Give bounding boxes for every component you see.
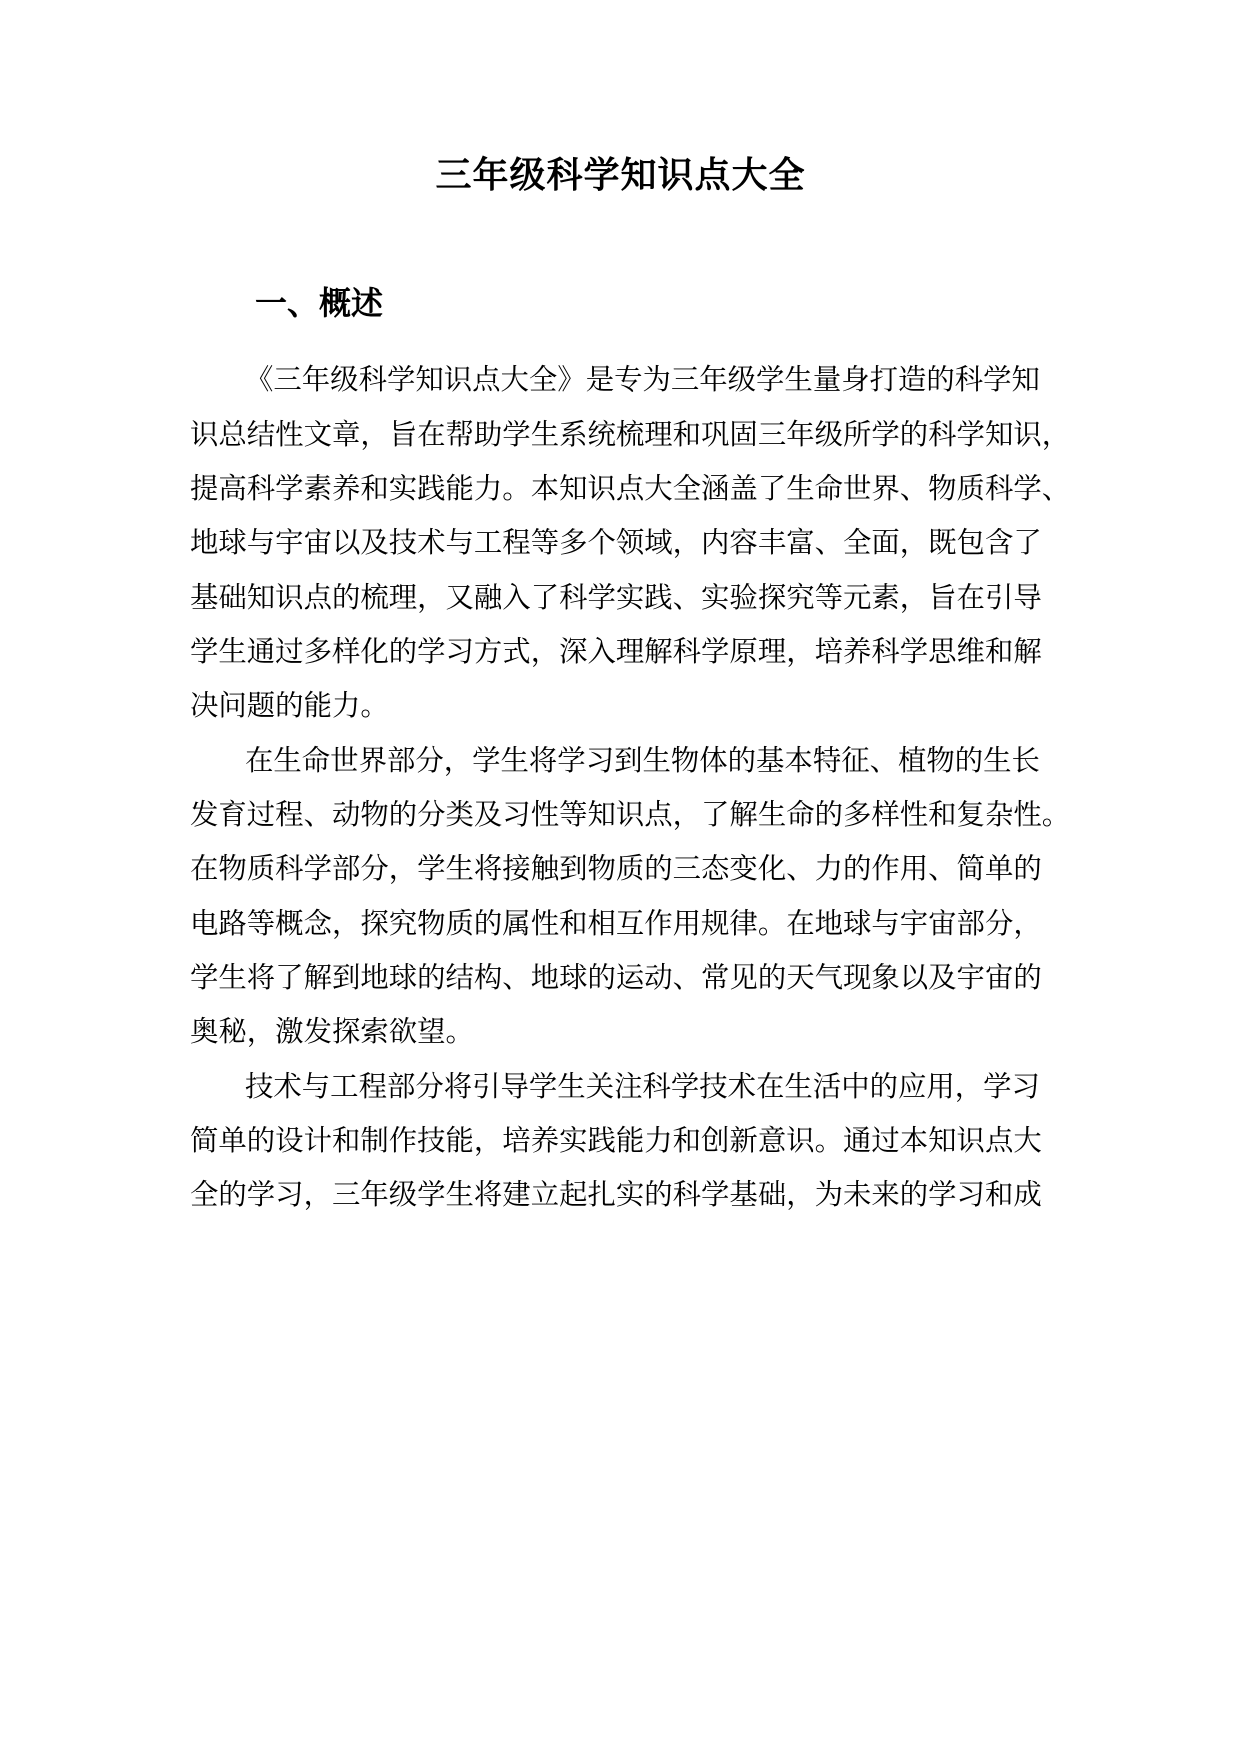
section-heading-overview: 一、概述 <box>255 284 384 322</box>
paragraph-3-line-1: 技术与工程部分将引导学生关注科学技术在生活中的应用，学习 <box>245 1070 1040 1103</box>
paragraph-1-line-2: 识总结性文章，旨在帮助学生系统梳理和巩固三年级所学的科学知识， <box>190 418 1071 451</box>
paragraph-1-line-5: 基础知识点的梳理，又融入了科学实践、实验探究等元素，旨在引导 <box>190 581 1042 614</box>
paragraph-1-line-1: 《三年级科学知识点大全》是专为三年级学生量身打造的科学知 <box>245 363 1040 396</box>
paragraph-3-line-2: 简单的设计和制作技能，培养实践能力和创新意识。通过本知识点大 <box>190 1124 1042 1157</box>
paragraph-1-line-3: 提高科学素养和实践能力。本知识点大全涵盖了生命世界、物质科学、 <box>190 472 1071 505</box>
paragraph-1-line-7: 决问题的能力。 <box>190 689 389 722</box>
paragraph-1-line-4: 地球与宇宙以及技术与工程等多个领域，内容丰富、全面，既包含了 <box>190 526 1042 559</box>
paragraph-2-line-2: 发育过程、动物的分类及习性等知识点，了解生命的多样性和复杂性。 <box>190 798 1071 831</box>
document-title: 三年级科学知识点大全 <box>435 154 806 196</box>
paragraph-2-line-5: 学生将了解到地球的结构、地球的运动、常见的天气现象以及宇宙的 <box>190 961 1042 994</box>
paragraph-2-line-3: 在物质科学部分，学生将接触到物质的三态变化、力的作用、简单的 <box>190 852 1042 885</box>
paragraph-2-line-1: 在生命世界部分，学生将学习到生物体的基本特征、植物的生长 <box>245 744 1040 777</box>
paragraph-2-line-6: 奥秘，激发探索欲望。 <box>190 1015 474 1048</box>
paragraph-2-line-4: 电路等概念，探究物质的属性和相互作用规律。在地球与宇宙部分， <box>190 907 1042 940</box>
paragraph-3-line-3: 全的学习，三年级学生将建立起扎实的科学基础，为未来的学习和成 <box>190 1178 1042 1211</box>
paragraph-1-line-6: 学生通过多样化的学习方式，深入理解科学原理，培养科学思维和解 <box>190 635 1042 668</box>
